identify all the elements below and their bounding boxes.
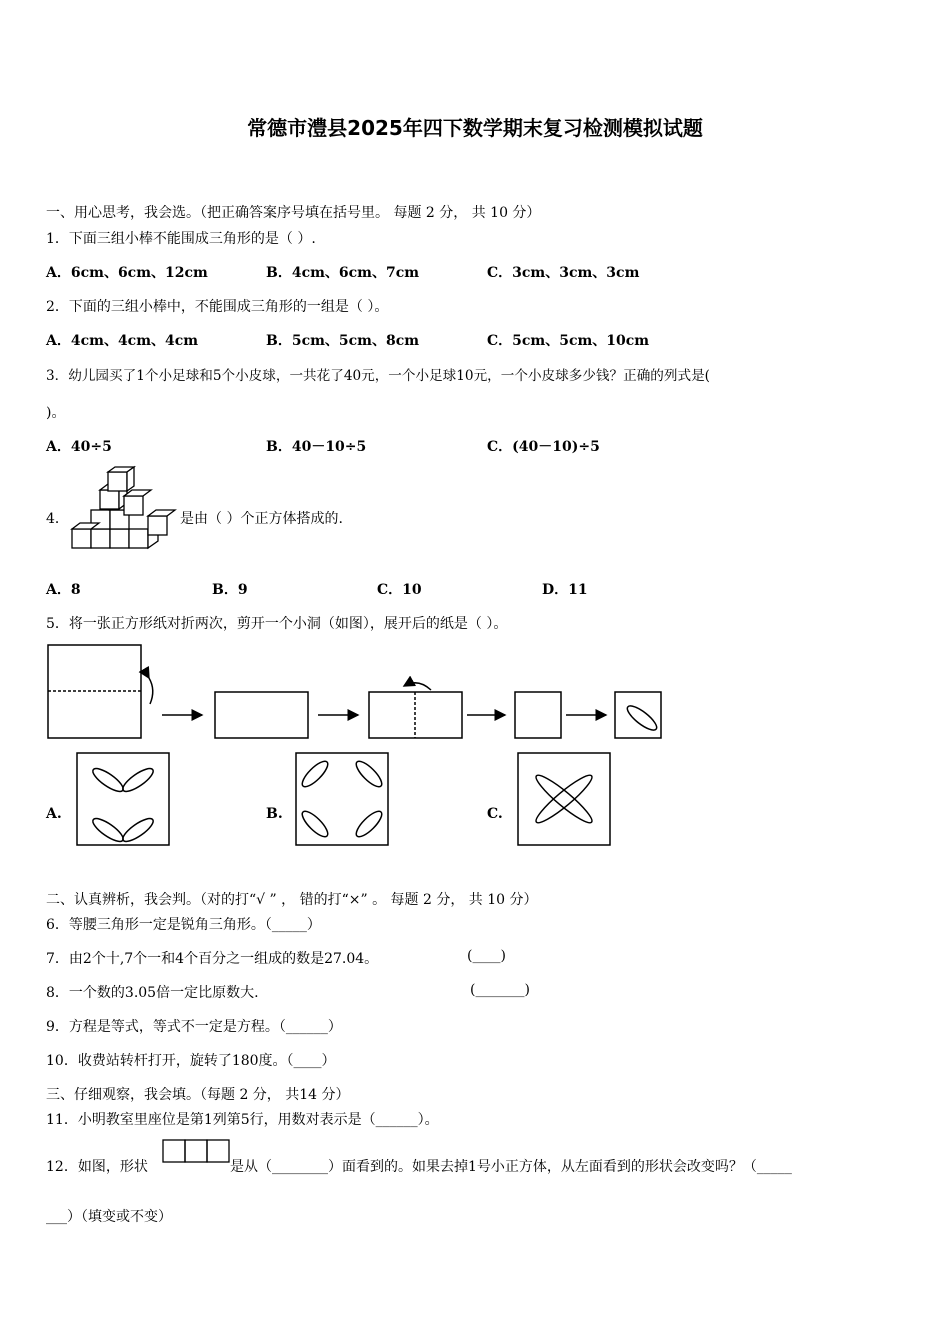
q5-option-b-figure (295, 752, 389, 846)
q5-option-c-label: C. (487, 806, 503, 822)
q2-text: 2．下面的三组小棒中，不能围成三角形的一组是（ ）。 (46, 299, 389, 315)
q3-option-a: A．40÷5 (46, 439, 112, 455)
q1-option-c: C．3cm、3cm、3cm (487, 265, 640, 281)
q6-text: 6．等腰三角形一定是锐角三角形。（_____） (46, 917, 321, 933)
q1-option-a: A．6cm、6cm、12cm (46, 265, 208, 281)
q1-text: 1．下面三组小棒不能围成三角形的是（ ）. (46, 231, 316, 247)
q5-option-a-label: A. (46, 806, 62, 822)
q4-option-c: C．10 (377, 582, 422, 598)
q1-option-b: B．4cm、6cm、7cm (266, 265, 420, 281)
q3-text: 3．幼儿园买了1个小足球和5个小皮球，一共花了40元，一个小足球10元，一个小皮球多少钱？正确的列式是( (46, 368, 710, 384)
section3-heading: 三、仔细观察，我会填。（每题 2 分， 共14 分） (46, 1087, 350, 1103)
q8-text: 8．一个数的3.05倍一定比原数大. (46, 985, 259, 1001)
q4-number: 4． (46, 511, 69, 527)
section1-heading: 一、用心思考，我会选。（把正确答案序号填在括号里。 每题 2 分， 共 10 分） (46, 205, 541, 221)
q2-option-b: B．5cm、5cm、8cm (266, 333, 420, 349)
q3-option-b: B．40－10÷5 (266, 439, 367, 455)
q11-text: 11．小明教室里座位是第1列第5行，用数对表示是（______）。 (46, 1112, 439, 1128)
q4-text: 是由（ ）个正方体搭成的. (180, 511, 343, 527)
q2-option-c: C．5cm、5cm、10cm (487, 333, 650, 349)
q2-option-a: A．4cm、4cm、4cm (46, 333, 199, 349)
q12-text-c: ___）（填变或不变） (46, 1209, 172, 1225)
q7-text: 7．由2个十,7个一和4个百分之一组成的数是27.04。 (46, 951, 379, 967)
q9-text: 9．方程是等式，等式不一定是方程。（______） (46, 1019, 342, 1035)
q3-text-cont: )。 (46, 405, 66, 421)
q12-text-a: 12．如图，形状 (46, 1159, 148, 1175)
section2-heading: 二、认真辨析，我会判。（对的打“√ ” ， 错的打“×” 。 每题 2 分， 共 10 分） (46, 892, 538, 908)
q4-option-d: D．11 (542, 582, 588, 598)
q4-option-a: A．8 (46, 582, 81, 598)
page-title: 常德市澧县2025年四下数学期末复习检测模拟试题 (247, 116, 703, 140)
q10-text: 10．收费站转杆打开，旋转了180度。（____） (46, 1053, 336, 1069)
q5-option-c-figure (517, 752, 611, 846)
three-squares-figure (162, 1139, 230, 1165)
q5-option-a-figure (76, 752, 170, 846)
q7-blank: (____) (467, 948, 506, 964)
q5-option-b-label: B. (266, 806, 283, 822)
q3-option-c: C．(40－10)÷5 (487, 439, 600, 455)
q5-text: 5．将一张正方形纸对折两次，剪开一个小洞（如图），展开后的纸是（ ）。 (46, 616, 508, 632)
q8-blank: (_______) (470, 982, 530, 998)
q4-option-b: B．9 (212, 582, 248, 598)
q12-text-b: 是从（________）面看到的。如果去掉1号小正方体，从左面看到的形状会改变吗？（_____ (230, 1159, 792, 1175)
